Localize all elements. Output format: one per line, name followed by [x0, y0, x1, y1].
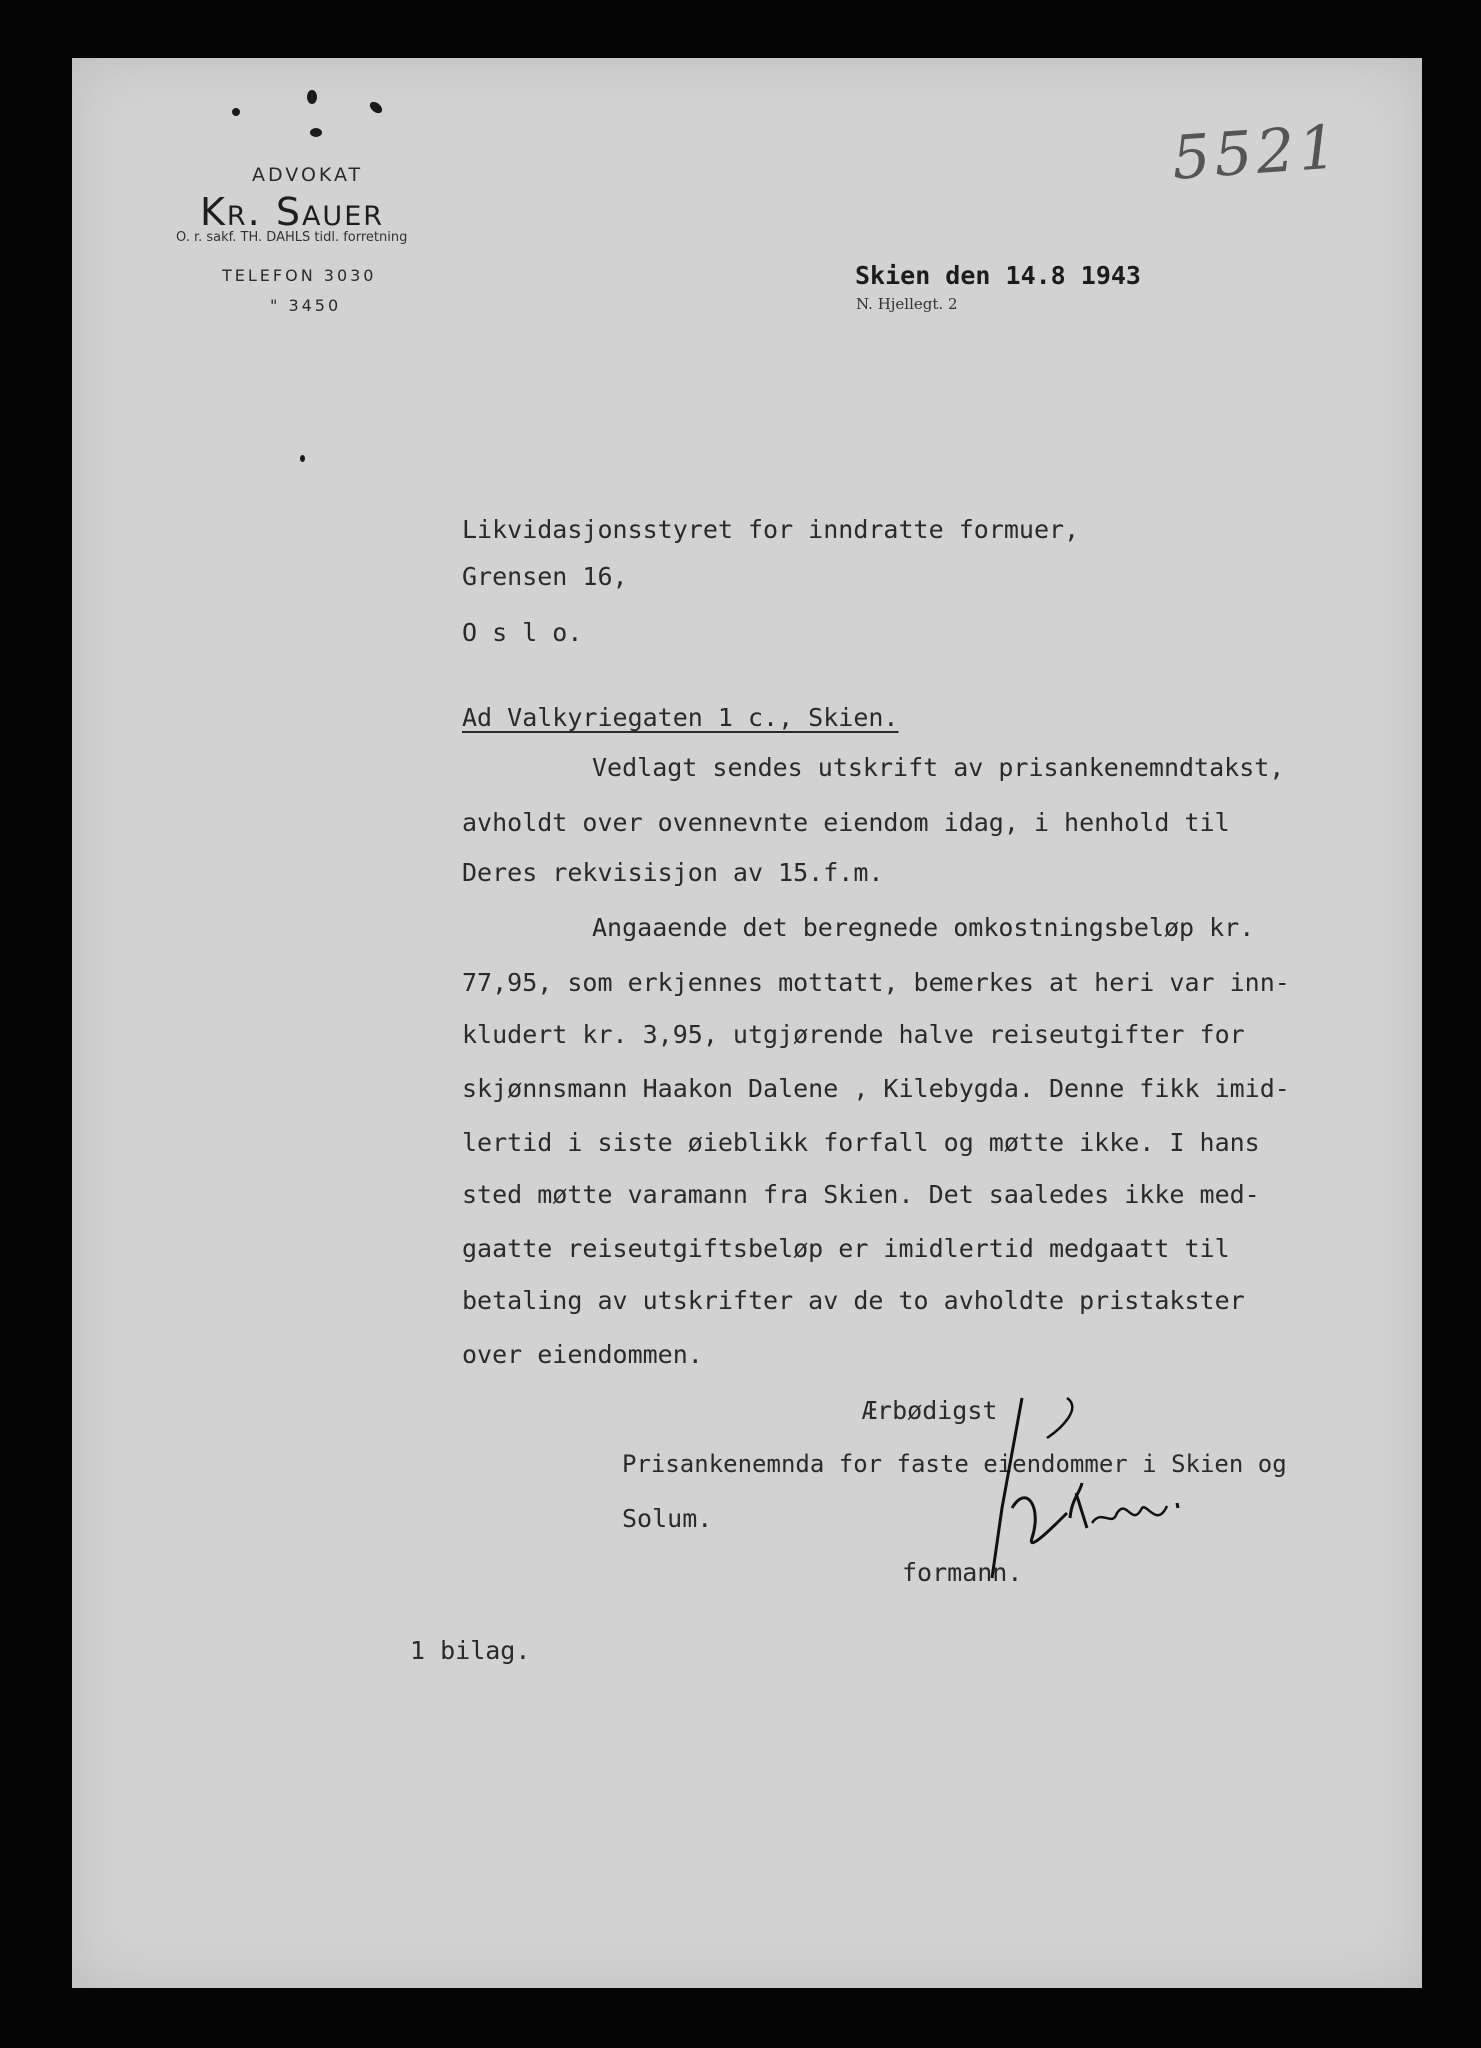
- signatory-role: formann.: [902, 1558, 1023, 1587]
- recipient-line-2: Grensen 16,: [462, 562, 628, 591]
- body-line: skjønnsmann Haakon Dalene , Kilebygda. Denne fikk imid-: [462, 1074, 1290, 1103]
- letterhead-telephone-2: " 3450: [270, 296, 342, 315]
- date-line: Skien den 14.8 1943: [855, 261, 1141, 290]
- body-line: gaatte reiseutgiftsbeløp er imidlertid medgaatt til: [462, 1234, 1230, 1263]
- body-line: avholdt over ovennevnte eiendom idag, i henhold til: [462, 808, 1230, 837]
- recipient-line-3: O s l o.: [462, 618, 583, 647]
- letterhead-name: Kr. Sauer: [200, 190, 385, 234]
- body-line: lertid i siste øieblikk forfall og møtte ikke. I hans: [462, 1128, 1260, 1157]
- body-line: kludert kr. 3,95, utgjørende halve reiseutgifter for: [462, 1020, 1245, 1049]
- sender-address: N. Hjellegt. 2: [856, 295, 958, 313]
- body-line: Deres rekvisisjon av 15.f.m.: [462, 858, 884, 887]
- signatory-organization: Prisankenemnda for faste eiendommer i Skien og: [622, 1450, 1287, 1478]
- body-line: Vedlagt sendes utskrift av prisankenemndtakst,: [592, 753, 1285, 782]
- body-line: sted møtte varamann fra Skien. Det saaledes ikke med-: [462, 1180, 1260, 1209]
- letterhead-subtitle: O. r. sakf. TH. DAHLS tidl. forretning: [176, 230, 408, 245]
- signatory-organization-cont: Solum.: [622, 1504, 713, 1533]
- letterhead-title: ADVOKAT: [252, 164, 364, 186]
- letterhead-telephone-1: TELEFON 3030: [222, 266, 377, 285]
- recipient-line-1: Likvidasjonsstyret for inndratte formuer,: [462, 515, 1080, 544]
- letter-page: [72, 58, 1422, 1988]
- body-line: Angaaende det beregnede omkostningsbeløp kr.: [592, 913, 1255, 942]
- closing: Ærbødigst: [862, 1396, 998, 1425]
- ink-blot: [310, 128, 322, 137]
- ink-blot: [232, 108, 240, 116]
- subject-line: Ad Valkyriegaten 1 c., Skien.: [462, 703, 899, 732]
- ink-blot: [300, 455, 305, 462]
- enclosure-note: 1 bilag.: [410, 1636, 531, 1665]
- body-line: 77,95, som erkjennes mottatt, bemerkes at heri var inn-: [462, 968, 1290, 997]
- handwritten-reference-number: 5521: [1169, 112, 1343, 194]
- body-line: over eiendommen.: [462, 1340, 703, 1369]
- ink-blot: [307, 90, 317, 104]
- body-line: betaling av utskrifter av de to avholdte pristakster: [462, 1286, 1245, 1315]
- ink-blot: [368, 100, 385, 116]
